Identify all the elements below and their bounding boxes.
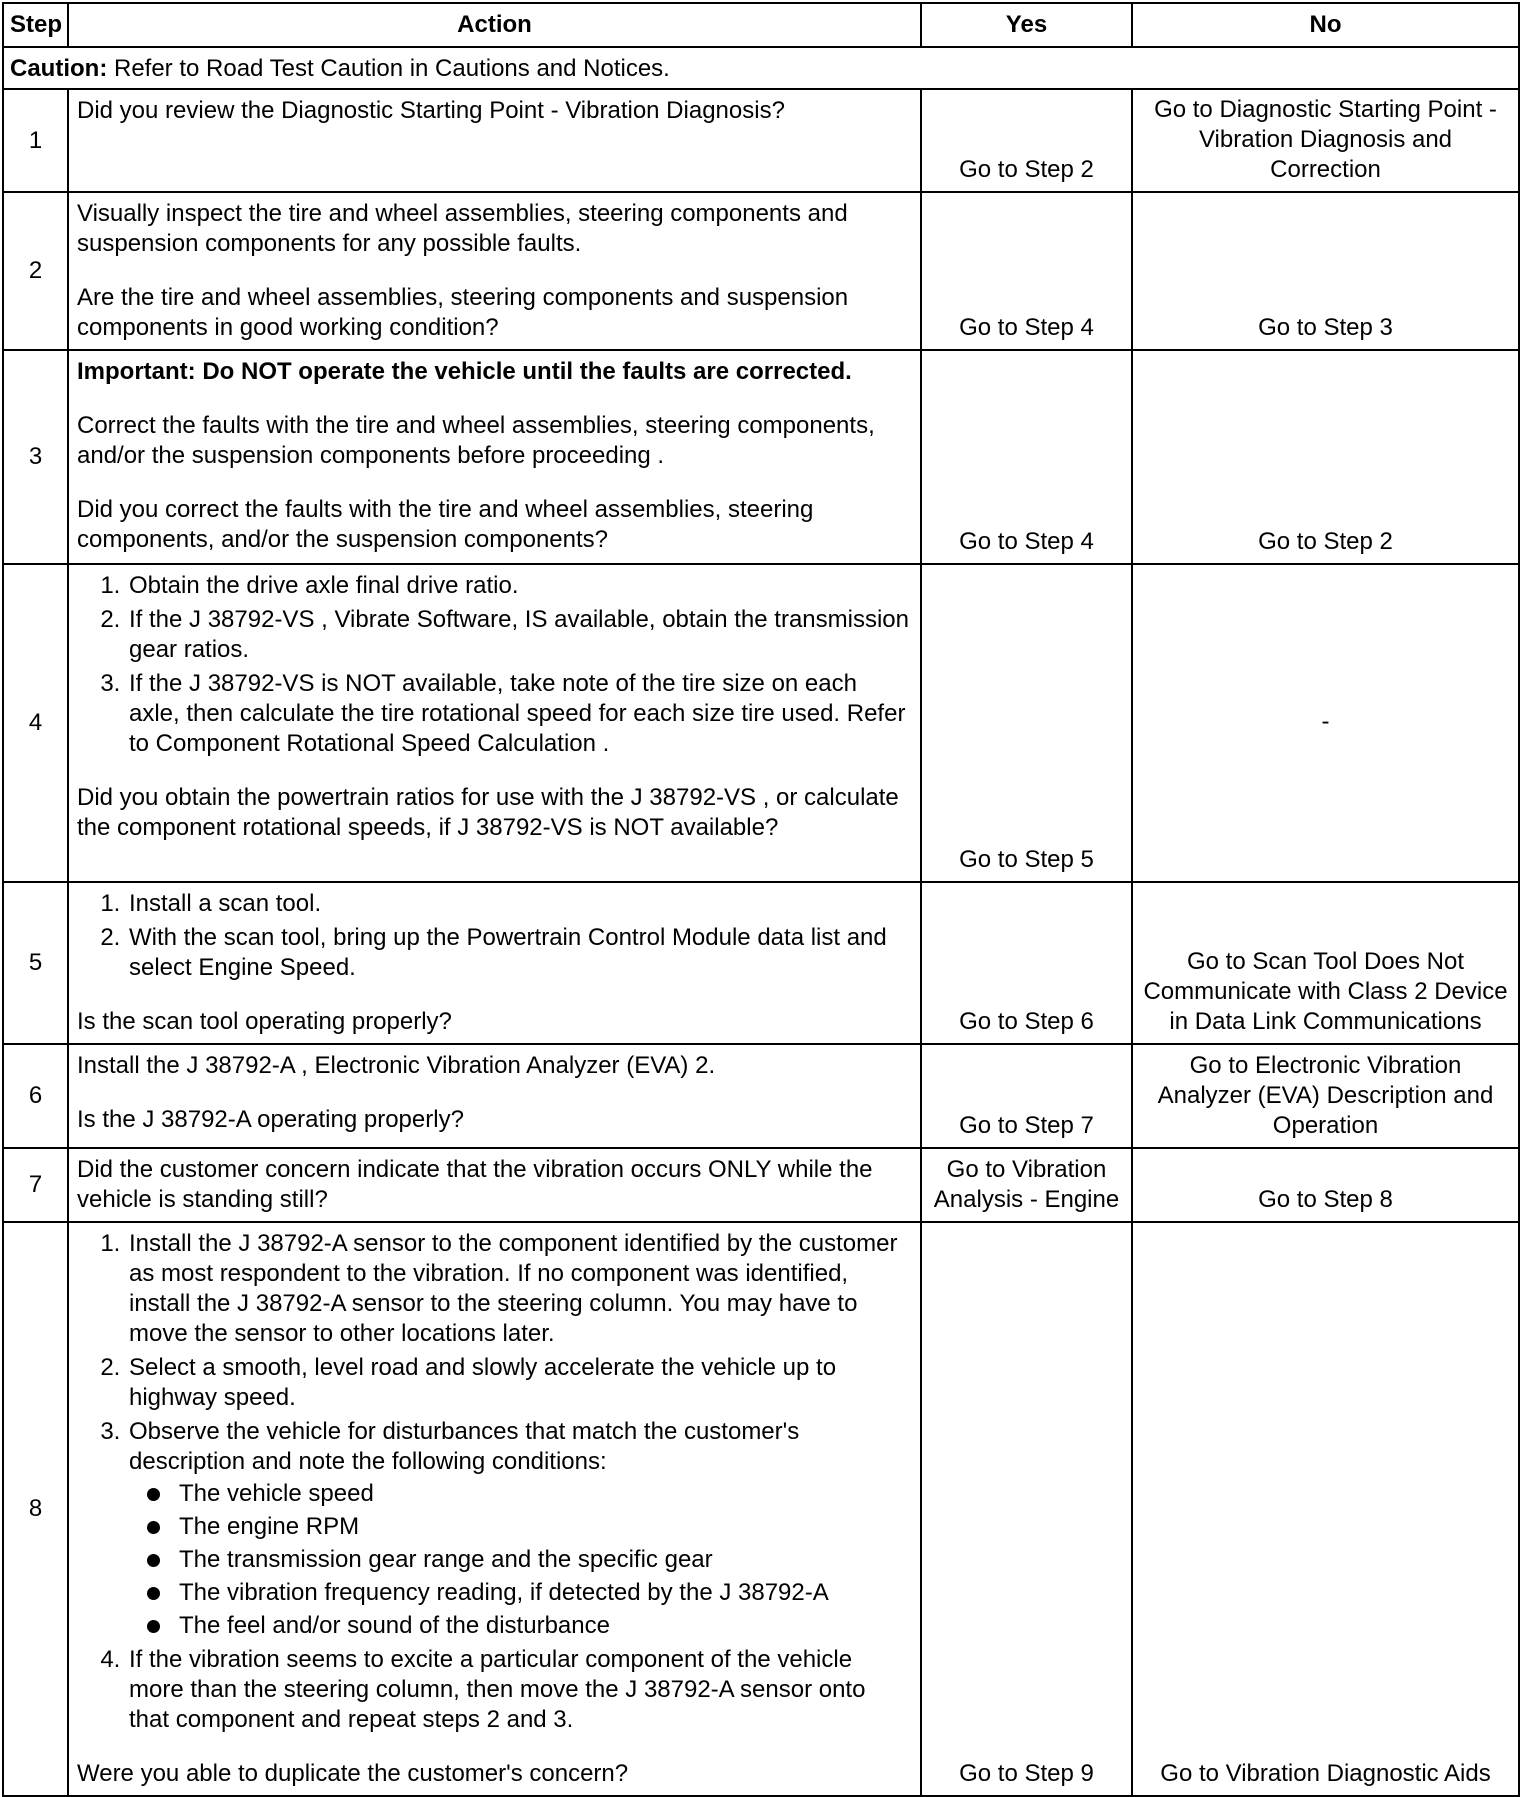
action-question: Were you able to duplicate the customer's concern? — [77, 1760, 629, 1787]
action-text: Install the J 38792-A , Electronic Vibration Analyzer (EVA) 2. — [77, 1052, 716, 1079]
list-item: 4. If the vibration seems to excite a particular component of the vehicle more than the steering column, then move the J 38792-A sensor onto that component and repeat steps 2 and 3. — [127, 1645, 912, 1735]
action-question: Did you obtain the powertrain ratios for use with the J 38792-VS , or calculate the component rotational speeds, if J 38792-VS is NOT available? — [77, 784, 899, 841]
bullet-text: The vibration frequency reading, if detected by the J 38792-A — [179, 1579, 829, 1606]
yes-link[interactable]: Go to Step 2 — [921, 89, 1132, 192]
action-text: Visually inspect the tire and wheel assemblies, steering components and suspension components for any possible faults. — [77, 200, 848, 257]
list-item: 1. Install a scan tool. — [127, 889, 912, 919]
bullet-item — [147, 1479, 912, 1509]
list-item: 2. Select a smooth, level road and slowly accelerate the vehicle up to highway speed. — [127, 1353, 912, 1413]
action-text: Did you review the Diagnostic Starting Point - Vibration Diagnosis? — [77, 97, 785, 124]
step-number: 8 — [3, 1222, 68, 1796]
table-row — [3, 1044, 1519, 1148]
bullet-icon — [147, 1521, 160, 1534]
step-number: 1 — [3, 89, 68, 192]
table-row — [3, 350, 1519, 564]
list-item: 2. If the J 38792-VS , Vibrate Software, IS available, obtain the transmission gear ratios. — [127, 605, 912, 665]
yes-link[interactable]: Go to Step 7 — [921, 1044, 1132, 1148]
diagnostic-table — [2, 2, 1520, 1797]
no-link[interactable]: Go to Scan Tool Does Not Communicate with Class 2 Device in Data Link Communications — [1132, 882, 1519, 1044]
yes-link[interactable]: Go to Step 4 — [921, 350, 1132, 564]
table-row — [3, 882, 1519, 1044]
action-text: Did the customer concern indicate that the vibration occurs ONLY while the vehicle is standing still? — [77, 1156, 873, 1213]
caution-label: Caution: — [10, 55, 108, 82]
action-question: Did you correct the faults with the tire and wheel assemblies, steering components, and/or the suspension components? — [77, 496, 814, 553]
no-link[interactable]: Go to Vibration Diagnostic Aids — [1132, 1222, 1519, 1796]
bullet-text: The transmission gear range and the specific gear — [179, 1546, 713, 1573]
action-question: Is the scan tool operating properly? — [77, 1008, 452, 1035]
list-item: 3. If the J 38792-VS is NOT available, take note of the tire size on each axle, then calculate the tire rotational speed for each size tire used. Refer to Component Rotational Speed Calculation . — [127, 669, 912, 759]
no-link[interactable]: Go to Diagnostic Starting Point - Vibration Diagnosis and Correction — [1132, 89, 1519, 192]
yes-link[interactable]: Go to Step 4 — [921, 192, 1132, 350]
header-no: No — [1132, 3, 1519, 47]
no-link[interactable]: Go to Step 3 — [1132, 192, 1519, 350]
list-item: 1. Obtain the drive axle final drive ratio. — [127, 571, 912, 601]
bullet-text: The engine RPM — [179, 1513, 360, 1540]
table-row — [3, 192, 1519, 350]
no-link[interactable]: Go to Step 8 — [1132, 1148, 1519, 1222]
action-cell — [68, 350, 921, 564]
action-list — [77, 889, 912, 983]
bullet-icon — [147, 1620, 160, 1633]
action-list — [77, 1229, 912, 1735]
list-item: 1. Install the J 38792-A sensor to the component identified by the customer as most respondent to the vibration. If no component was identified, install the J 38792-A sensor to the steering column. You may have to move the sensor to other locations later. — [127, 1229, 912, 1349]
table-row — [3, 1222, 1519, 1796]
table-row — [3, 564, 1519, 882]
bullet-item — [147, 1611, 912, 1641]
no-value: - — [1132, 564, 1519, 882]
list-item-text: Observe the vehicle for disturbances that match the customer's description and note the following conditions: — [129, 1418, 800, 1475]
bullet-icon — [147, 1488, 160, 1501]
header-step: Step — [3, 3, 68, 47]
bullet-text: The vehicle speed — [179, 1480, 374, 1507]
list-item: 2. With the scan tool, bring up the Powertrain Control Module data list and select Engine Speed. — [127, 923, 912, 983]
no-link[interactable]: Go to Electronic Vibration Analyzer (EVA) Description and Operation — [1132, 1044, 1519, 1148]
table-row — [3, 1148, 1519, 1222]
step-number: 7 — [3, 1148, 68, 1222]
no-link[interactable]: Go to Step 2 — [1132, 350, 1519, 564]
action-cell — [68, 564, 921, 882]
action-text: Correct the faults with the tire and wheel assemblies, steering components, and/or the suspension components before proceeding . — [77, 412, 875, 469]
bullet-icon — [147, 1554, 160, 1567]
yes-link[interactable]: Go to Step 9 — [921, 1222, 1132, 1796]
conditions-list — [129, 1479, 912, 1641]
bullet-item — [147, 1578, 912, 1608]
action-cell — [68, 192, 921, 350]
bullet-item — [147, 1545, 912, 1575]
bullet-item — [147, 1512, 912, 1542]
action-question: Are the tire and wheel assemblies, steering components and suspension components in good working condition? — [77, 284, 849, 341]
table-row — [3, 89, 1519, 192]
step-number: 2 — [3, 192, 68, 350]
header-yes: Yes — [921, 3, 1132, 47]
action-cell — [68, 1222, 921, 1796]
action-cell — [68, 1148, 921, 1222]
yes-link[interactable]: Go to Vibration Analysis - Engine — [921, 1148, 1132, 1222]
caution-text: Refer to Road Test Caution in Cautions and Notices. — [107, 55, 670, 82]
action-cell — [68, 89, 921, 192]
important-note: Important: Do NOT operate the vehicle until the faults are corrected. — [77, 358, 852, 385]
step-number: 5 — [3, 882, 68, 1044]
caution-cell — [3, 47, 1519, 89]
list-item — [127, 1417, 912, 1641]
step-number: 6 — [3, 1044, 68, 1148]
header-row — [3, 3, 1519, 47]
bullet-text: The feel and/or sound of the disturbance — [179, 1612, 610, 1639]
caution-row — [3, 47, 1519, 89]
action-cell — [68, 1044, 921, 1148]
action-question: Is the J 38792-A operating properly? — [77, 1106, 464, 1133]
yes-link[interactable]: Go to Step 6 — [921, 882, 1132, 1044]
header-action: Action — [68, 3, 921, 47]
bullet-icon — [147, 1587, 160, 1600]
step-number: 4 — [3, 564, 68, 882]
action-list — [77, 571, 912, 759]
yes-link[interactable]: Go to Step 5 — [921, 564, 1132, 882]
step-number: 3 — [3, 350, 68, 564]
action-cell — [68, 882, 921, 1044]
